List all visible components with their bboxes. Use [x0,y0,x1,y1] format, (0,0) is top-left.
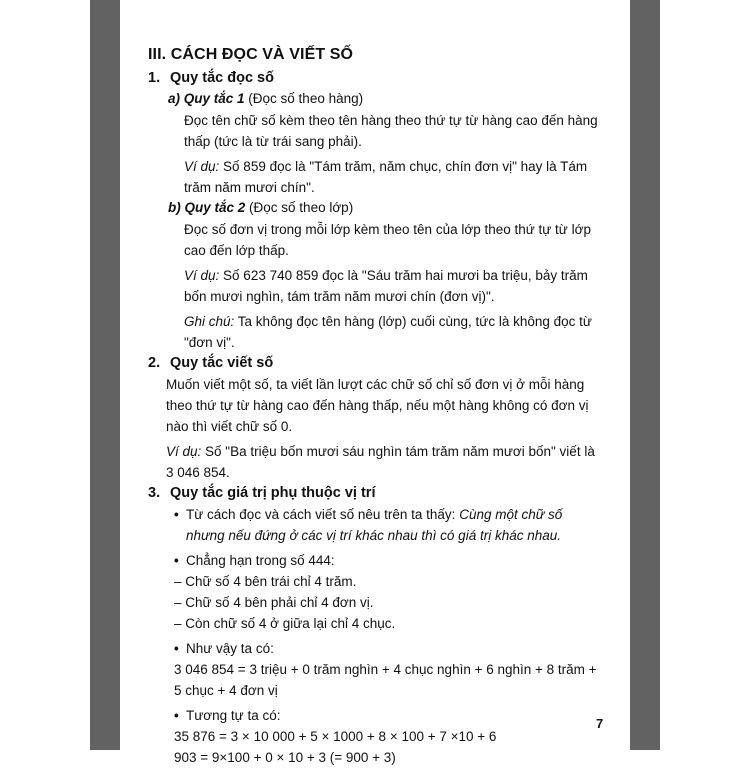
rule2-heading [148,355,604,371]
rule3-bullet-4 [174,705,604,726]
rule1-a-subheading [168,89,604,109]
rule2-heading-number: 2. [148,355,161,371]
rule2-example [166,441,604,483]
rule1-b-note-text: Ta không đọc tên hàng (lớp) cuối cùng, tức là không đọc từ "đơn vị". [184,314,592,350]
rule2-example-text: Số "Ba triệu bốn mươi sáu nghìn tám trăm năm mươi bốn" viết là 3 046 854. [166,444,595,480]
rule1-a-example-label: Ví dụ: [184,159,220,174]
rule1-b-example-label: Ví dụ: [184,268,220,283]
rule1-a-example-text: Số 859 đọc là "Tám trăm, năm chục, chín đơn vị" hay là Tám trăm năm mươi chín". [184,159,588,195]
rule3-dash-item: – Còn chữ số 4 ở giữa lại chỉ 4 chục. [174,616,396,631]
rule1-a-example [184,156,604,198]
rule1-b-subheading [168,198,604,218]
rule3-bullet-4-text: Tương tự ta có: [186,708,281,723]
rule3-bullet-3-text: Như vậy ta có: [186,641,274,656]
rule2-example-label: Ví dụ: [166,444,202,459]
rule3-formula-2: 903 = 9×100 + 0 × 10 + 3 (= 900 + 3) [174,750,396,765]
rule1-a-note: (Đọc số theo hàng) [248,91,364,106]
rule3-bullet-1-text: Từ cách đọc và cách viết số nêu trên ta thấy: [186,507,456,522]
rule3-formula-expansion: 3 046 854 = 3 triệu + 0 trăm nghìn + 4 chục nghìn + 6 nghìn + 8 trăm + 5 chục + 4 đơn vị [174,662,597,698]
rule1-heading-number: 1. [148,70,161,86]
rule3-bullet-3 [174,638,604,659]
rule3-dash-item: – Chữ số 4 bên phải chỉ 4 đơn vị. [174,595,374,610]
rule1-b-note [184,311,604,353]
rule1-heading-text: Quy tắc đọc số [170,70,274,86]
rule1-b-example [184,265,604,307]
rule1-b-note: (Đọc số theo lớp) [249,200,354,215]
rule3-heading-number: 3. [148,485,161,501]
bullet-dot-icon: • [174,708,179,723]
page-content [148,46,604,768]
rule3-bullet-1-italic: Cùng một chữ số nhưng nếu đứng ở các vị trí khác nhau thì có giá trị khác nhau. [186,507,563,543]
rule3-heading-text: Quy tắc giá trị phụ thuộc vị trí [170,485,376,501]
bullet-dot-icon: • [174,507,179,522]
rule3-bullet-1 [174,504,604,546]
rule1-b-note-label: Ghi chú: [184,314,235,329]
rule2-text: Muốn viết một số, ta viết lần lượt các chữ số chỉ số đơn vị ở mỗi hàng theo thứ tự từ hàng cao đến hàng thấp, nếu một hàng không có đơn vị nào thì viết chữ số 0. [166,377,589,434]
bullet-dot-icon: • [174,553,179,568]
rule1-b-example-text: Số 623 740 859 đọc là "Sáu trăm hai mươi ba triệu, bảy trăm bốn mươi nghìn, tám trăm năm mươi chín (đơn vị)". [184,268,588,304]
rule1-b-text: Đọc số đơn vị trong mỗi lớp kèm theo tên của lớp theo thứ tự từ lớp cao đến lớp thấp. [184,222,591,258]
rule3-bullet-2 [174,550,604,571]
rule3-dash-item: – Chữ số 4 bên trái chỉ 4 trăm. [174,574,357,589]
rule1-heading [148,70,604,86]
rule3-heading [148,485,604,501]
rule2-heading-text: Quy tắc viết số [170,355,274,371]
book-page [120,0,630,765]
rule3-bullet-2-text: Chẳng hạn trong số 444: [186,553,335,568]
section-title: III. CÁCH ĐỌC VÀ VIẾT SỐ [148,46,354,63]
page-number: 7 [596,716,604,731]
rule1-b-label: b) Quy tắc 2 [168,200,246,215]
rule1-a-text: Đọc tên chữ số kèm theo tên hàng theo thứ tự từ hàng cao đến hàng thấp (tức là từ trái sang phải). [184,113,598,149]
rule3-formula-1: 35 876 = 3 × 10 000 + 5 × 1000 + 8 × 100 + 7 ×10 + 6 [174,729,497,744]
rule1-a-label: a) Quy tắc 1 [168,91,245,106]
bullet-dot-icon: • [174,641,179,656]
left-border-bar [90,0,120,750]
right-border-bar [630,0,660,750]
